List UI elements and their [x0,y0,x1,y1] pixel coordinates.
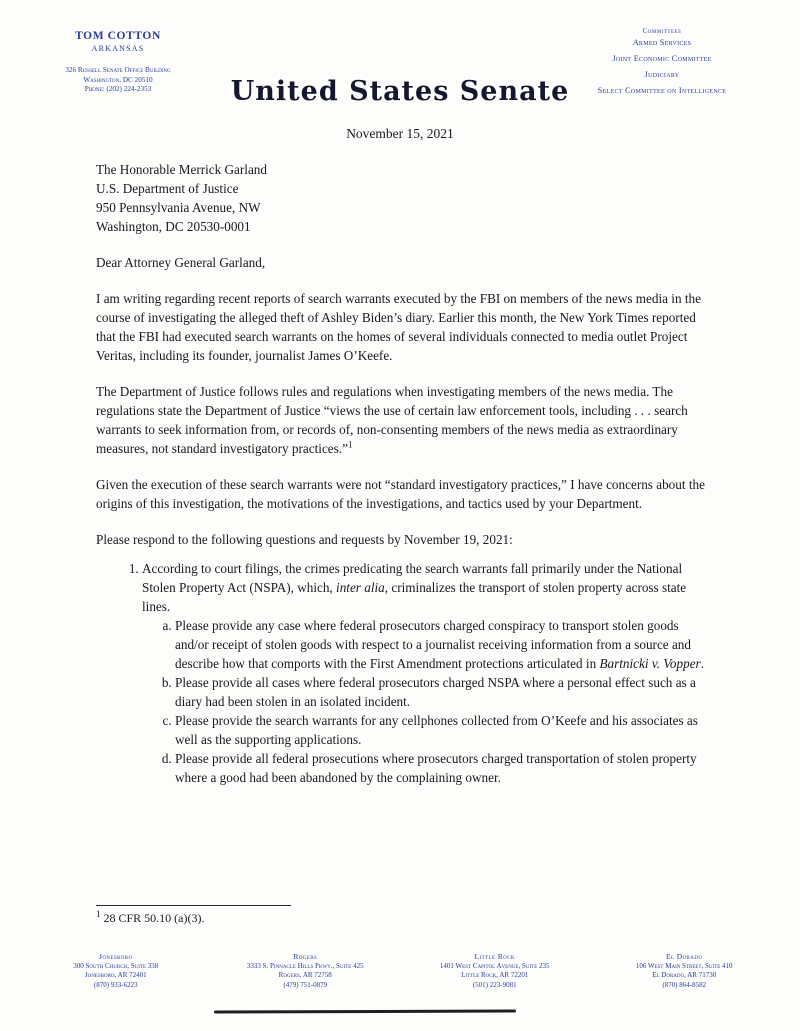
footnote [96,911,496,926]
recipient-line: Washington, DC 20530-0001 [96,219,251,234]
office-address: 1401 West Capitol Avenue, Suite 235 [439,961,550,970]
recipient-line: U.S. Department of Justice [96,181,239,196]
scan-artifact-line [214,1009,516,1013]
request-item-text: , criminalizes the transport of stolen property across state lines. [142,580,687,614]
office-jonesboro [26,952,206,990]
committees-heading: Committees [642,28,682,35]
office-address: 300 South Church, Suite 338 [73,961,159,970]
office-rogers [215,952,395,990]
committees-block [542,28,782,99]
office-address: Jonesboro, AR 72401 [84,971,147,979]
paragraph-intro: I am writing regarding recent reports of search warrants executed by the FBI on members of the news media in the course of investigating the alleged theft of Ashley Biden’s diary. Earlier this month, the New York Times reported that the FBI had executed search warrants on the homes of several individuals connected to media outlet Project Veritas, including its founder, journalist James O’Keefe. [96,291,701,363]
recipient-address [96,160,712,236]
paragraph-concerns: Given the execution of these search warrants were not “standard investigatory practices,” I have concerns about the origins of this investigation, the motivations of the investigations, and tactics used by your Department. [96,477,705,511]
office-phone: (870) 933-6223 [93,980,138,989]
office-address: Rogers, AR 72758 [278,971,332,979]
request-item-1d: d. Please provide all federal prosecutions where prosecutors charged transportation of stolen property where a good had been abandoned by the complaining owner. [175,749,712,787]
office-city: Rogers [293,952,318,961]
numbered-request-list [96,559,712,787]
office-el-dorado [594,952,774,990]
request-item-text: Please provide any case where federal prosecutors charged conspiracy to transport stolen goods and/or receipt of stolen goods with respect to a journalist receiving information from a source and describe how that comports with the First Amendment protections articulated in [175,618,691,671]
office-city: Jonesboro [99,952,133,961]
footnote-block [96,905,496,926]
letter-body [96,160,712,787]
lettered-sublist [142,616,712,787]
request-item-text: According to court filings, the crimes predicating the search warrants fall primarily under the National Stolen Property Act (NSPA), which, [142,561,683,595]
letter-date: November 15, 2021 [346,126,454,141]
office-city: El Dorado [665,952,703,961]
committee-item: Armed Services [632,38,692,47]
request-item-1 [142,559,712,787]
footnote-number: 1 [96,909,101,919]
latin-phrase: inter alia [336,580,385,595]
recipient-line: 950 Pennsylvania Avenue, NW [96,200,261,215]
senator-name: TOM COTTON [75,30,161,42]
committee-item: Joint Economic Committee [612,54,712,63]
office-address: 3333 S. Pinnacle Hills Pkwy., Suite 425 [246,961,364,970]
request-item-1c: c. Please provide the search warrants for any cellphones collected from O’Keefe and his associates as well as the supporting applications. [175,711,712,749]
paragraph-regulations [96,382,712,458]
office-address-line: Washington, DC 20510 [83,75,153,84]
office-phone: (479) 751-0879 [283,980,328,989]
office-address: Little Rock, AR 72201 [461,971,529,979]
senate-masthead: United States Senate [230,76,570,107]
footnote-citation: 28 CFR 50.10 (a)(3). [100,911,205,925]
committee-item: Select Committee on Intelligence [597,86,727,95]
office-phone: (501) 223-9081 [472,980,517,989]
request-item-1a [175,616,712,673]
office-address: El Dorado, AR 71730 [652,971,717,979]
office-address-line: 326 Russell Senate Office Building [65,66,171,74]
request-item-text: . [700,656,704,671]
senator-state: ARKANSAS [91,44,145,53]
recipient-line: The Honorable Merrick Garland [96,162,267,177]
committee-item: Judiciary [644,70,680,79]
office-little-rock [405,952,585,990]
request-item-1b: b. Please provide all cases where federal prosecutors charged NSPA where a personal effect such as a diary had been stolen in an isolated incident. [175,673,712,711]
paragraph-request: Please respond to the following questions and requests by November 19, 2021: [96,532,513,547]
office-city: Little Rock [474,952,515,961]
footnote-ref-marker: 1 [347,439,353,450]
office-address: 106 West Main Street, Suite 410 [635,961,733,970]
office-phone: Phone: (202) 224-2353 [84,85,152,93]
salutation: Dear Attorney General Garland, [96,255,266,270]
footnote-divider [96,905,291,906]
office-phone: (870) 864-8582 [662,980,707,989]
paragraph-text: The Department of Justice follows rules and regulations when investigating members of the news media. The regulations state the Department of Justice “views the use of certain law enforcement tools, including . . . search warrants to seek information from, or records of, non-consenting members of the news media as extraordinary measures, not standard investigatory practices.” [96,384,688,456]
state-offices-footer [0,952,800,990]
case-citation: Bartnicki v. Vopper [599,656,701,671]
